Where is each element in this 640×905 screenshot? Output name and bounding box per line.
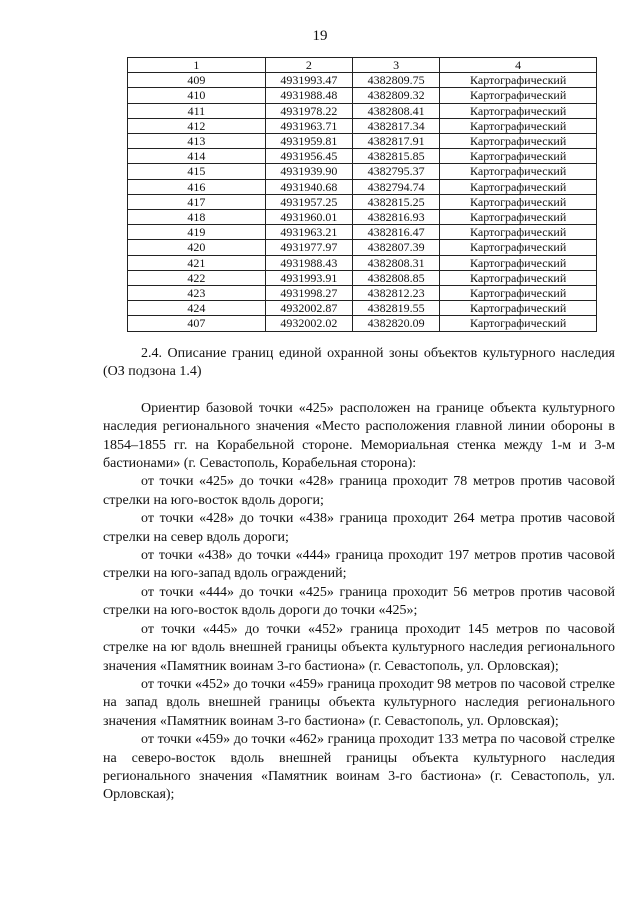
cell-y-coordinate: 4382812.23 [353,286,440,301]
paragraph-segment: от точки «452» до точки «459» граница проходит 98 метров по часовой стрелке на запад вдоль внешней границы объекта культурного наследия регионального значения «Памятник воинам 3-го бастиона» (г. Севастополь, ул. Орловская); [103,676,615,729]
page-number: 19 [312,28,328,44]
cell-method: Картографический [440,134,597,149]
paragraph-segment: от точки «444» до точки «425» граница проходит 56 метров против часовой стрелки на юго-восток вдоль дороги до точки «425»; [103,584,615,619]
cell-method: Картографический [440,149,597,164]
cell-method: Картографический [440,301,597,316]
cell-y-coordinate: 4382809.32 [353,88,440,103]
cell-point-number: 411 [128,103,266,118]
cell-point-number: 422 [128,270,266,285]
cell-y-coordinate: 4382820.09 [353,316,440,331]
table-row [128,301,597,316]
table-row [128,149,597,164]
cell-point-number: 420 [128,240,266,255]
cell-x-coordinate: 4932002.02 [265,316,352,331]
cell-y-coordinate: 4382808.85 [353,270,440,285]
table-header-row [128,58,597,73]
cell-y-coordinate: 4382817.34 [353,118,440,133]
cell-method: Картографический [440,225,597,240]
cell-method: Картографический [440,88,597,103]
cell-x-coordinate: 4931939.90 [265,164,352,179]
cell-method: Картографический [440,255,597,270]
table-row [128,225,597,240]
cell-point-number: 415 [128,164,266,179]
table-row [128,316,597,331]
cell-point-number: 419 [128,225,266,240]
table-row [128,73,597,88]
document-body [103,345,615,805]
table-row [128,270,597,285]
cell-y-coordinate: 4382808.31 [353,255,440,270]
cell-x-coordinate: 4931998.27 [265,286,352,301]
cell-x-coordinate: 4931960.01 [265,210,352,225]
table-body [128,73,597,331]
cell-method: Картографический [440,316,597,331]
cell-method: Картографический [440,210,597,225]
table-row [128,103,597,118]
cell-method: Картографический [440,103,597,118]
column-header-1: 1 [128,58,266,73]
cell-y-coordinate: 4382815.25 [353,194,440,209]
cell-x-coordinate: 4932002.87 [265,301,352,316]
cell-y-coordinate: 4382817.91 [353,134,440,149]
cell-y-coordinate: 4382795.37 [353,164,440,179]
column-header-2: 2 [265,58,352,73]
paragraph-segment: от точки «438» до точки «444» граница проходит 197 метров против часовой стрелки на юго-запад вдоль ограждений; [103,548,615,582]
cell-method: Картографический [440,73,597,88]
cell-y-coordinate: 4382819.55 [353,301,440,316]
paragraph-segment: от точки «445» до точки «452» граница проходит 145 метров по часовой стрелке на юг вдоль внешней границы объекта культурного наследия регионального значения «Памятник воинам 3-го бастиона» (г. Севастополь, ул. Орловская); [103,621,615,674]
cell-x-coordinate: 4931978.22 [265,103,352,118]
cell-x-coordinate: 4931957.25 [265,194,352,209]
cell-y-coordinate: 4382808.41 [353,103,440,118]
cell-point-number: 421 [128,255,266,270]
cell-x-coordinate: 4931963.71 [265,118,352,133]
cell-y-coordinate: 4382807.39 [353,240,440,255]
paragraph-segment: от точки «428» до точки «438» граница проходит 264 метра против часовой стрелки на север вдоль дороги; [103,511,615,545]
table-row [128,88,597,103]
column-header-4: 4 [440,58,597,73]
cell-point-number: 413 [128,134,266,149]
cell-y-coordinate: 4382809.75 [353,73,440,88]
table-row [128,179,597,194]
cell-method: Картографический [440,286,597,301]
cell-x-coordinate: 4931988.48 [265,88,352,103]
paragraph-segment: от точки «425» до точки «428» граница проходит 78 метров против часовой стрелки на юго-восток вдоль дороги; [103,474,615,508]
cell-x-coordinate: 4931988.43 [265,255,352,270]
cell-y-coordinate: 4382816.93 [353,210,440,225]
table-row [128,194,597,209]
cell-method: Картографический [440,118,597,133]
cell-method: Картографический [440,194,597,209]
cell-point-number: 407 [128,316,266,331]
cell-y-coordinate: 4382815.85 [353,149,440,164]
cell-point-number: 416 [128,179,266,194]
cell-x-coordinate: 4931993.47 [265,73,352,88]
cell-x-coordinate: 4931963.21 [265,225,352,240]
cell-point-number: 424 [128,301,266,316]
cell-x-coordinate: 4931993.91 [265,270,352,285]
cell-x-coordinate: 4931940.68 [265,179,352,194]
cell-y-coordinate: 4382794.74 [353,179,440,194]
column-header-3: 3 [353,58,440,73]
paragraph-segment: от точки «459» до точки «462» граница проходит 133 метра по часовой стрелке на северо-восток вдоль внешней границы объекта культурного наследия регионального значения «Памятник воинам 3-го бастиона» (г. Севастополь, ул. Орловская); [103,732,615,803]
table-row [128,134,597,149]
cell-point-number: 418 [128,210,266,225]
cell-point-number: 417 [128,194,266,209]
cell-method: Картографический [440,164,597,179]
cell-method: Картографический [440,240,597,255]
cell-method: Картографический [440,179,597,194]
paragraph-gap [103,382,615,400]
cell-x-coordinate: 4931977.97 [265,240,352,255]
cell-point-number: 409 [128,73,266,88]
cell-x-coordinate: 4931959.81 [265,134,352,149]
cell-point-number: 423 [128,286,266,301]
cell-x-coordinate: 4931956.45 [265,149,352,164]
cell-point-number: 410 [128,88,266,103]
table-row [128,286,597,301]
cell-y-coordinate: 4382816.47 [353,225,440,240]
section-heading: 2.4. Описание границ единой охранной зоны объектов культурного наследия (ОЗ подзона 1.4) [103,346,615,380]
cell-point-number: 412 [128,118,266,133]
table-row [128,255,597,270]
table-row [128,164,597,179]
coordinates-table [127,57,597,332]
table-row [128,118,597,133]
table-row [128,210,597,225]
table-row [128,240,597,255]
cell-point-number: 414 [128,149,266,164]
cell-method: Картографический [440,270,597,285]
paragraph-intro: Ориентир базовой точки «425» расположен на границе объекта культурного наследия регионального значения «Место расположения главной линии обороны в 1854–1855 гг. на Корабельной стороне. Мемориальная стенка между 1-м и 3-м бастионами» (г. Севастополь, Корабельная сторона): [103,400,615,472]
